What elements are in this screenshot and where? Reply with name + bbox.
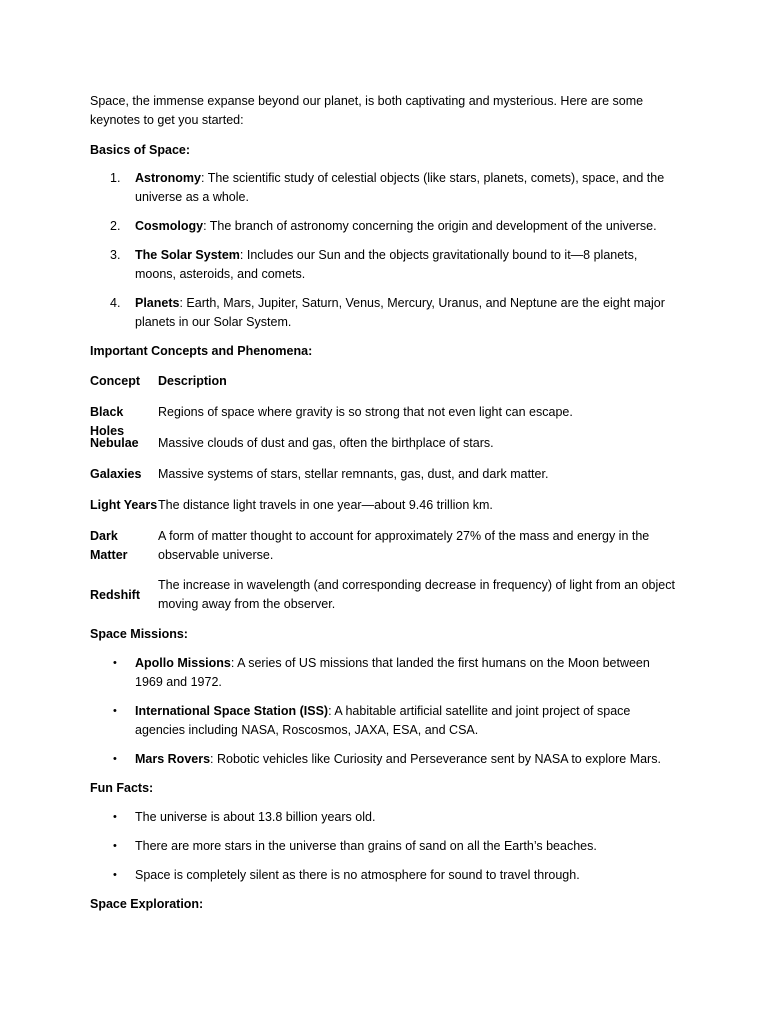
concept-term: Galaxies	[90, 467, 142, 481]
exploration-heading: Space Exploration:	[90, 897, 204, 911]
basics-list-item	[90, 169, 680, 207]
fun-fact-item	[90, 866, 680, 885]
bullet-icon: •	[113, 840, 117, 852]
item-text: : Robotic vehicles like Curiosity and Perseverance sent by NASA to explore Mars.	[210, 752, 661, 766]
bullet-icon: •	[113, 753, 117, 765]
concept-term: Dark Matter	[90, 529, 128, 562]
bullet-icon: •	[113, 811, 117, 823]
bullet-icon: •	[113, 657, 117, 669]
concept-term: Light Years	[90, 498, 158, 512]
list-number: 3.	[110, 248, 121, 262]
basics-heading: Basics of Space:	[90, 143, 191, 157]
item-term: Planets	[135, 296, 180, 310]
item-text: : Earth, Mars, Jupiter, Saturn, Venus, Mercury, Uranus, and Neptune are the eight major planets in our Solar System.	[135, 296, 665, 329]
concept-description: A form of matter thought to account for approximately 27% of the mass and energy in the observable universe.	[158, 529, 650, 562]
intro-paragraph: Space, the immense expanse beyond our planet, is both captivating and mysterious. Here are some keynotes to get you started:	[90, 94, 644, 127]
item-term: Astronomy	[135, 171, 201, 185]
column-header-concept: Concept	[90, 374, 140, 388]
concepts-heading: Important Concepts and Phenomena:	[90, 344, 313, 358]
fun-fact-item	[90, 837, 680, 856]
concept-term: Black Holes	[90, 405, 125, 438]
bullet-icon: •	[113, 705, 117, 717]
list-number: 1.	[110, 171, 121, 185]
missions-list-item	[90, 750, 680, 769]
missions-list-item	[90, 702, 680, 740]
concept-description: The increase in wavelength (and corresponding decrease in frequency) of light from an object moving away from the observer.	[158, 578, 675, 611]
fun-fact-text: There are more stars in the universe than grains of sand on all the Earth’s beaches.	[135, 839, 597, 853]
missions-heading: Space Missions:	[90, 627, 188, 641]
concept-term: Redshift	[90, 588, 140, 602]
item-term: International Space Station (ISS)	[135, 704, 329, 718]
fun-facts-heading: Fun Facts:	[90, 781, 154, 795]
item-text: : A habitable artificial satellite and joint project of space agencies including NASA, Roscosmos, JAXA, ESA, and CSA.	[135, 704, 631, 737]
concept-description: Massive clouds of dust and gas, often the birthplace of stars.	[158, 436, 494, 450]
missions-list-item	[90, 654, 680, 692]
basics-list-item	[90, 217, 680, 236]
basics-list-item	[90, 246, 680, 284]
basics-list-item	[90, 294, 680, 332]
item-text: : The scientific study of celestial objects (like stars, planets, comets), space, and the universe as a whole.	[135, 171, 665, 204]
item-term: The Solar System	[135, 248, 240, 262]
column-header-description: Description	[158, 374, 227, 388]
item-text: : The branch of astronomy concerning the origin and development of the universe.	[203, 219, 657, 233]
fun-fact-text: The universe is about 13.8 billion years old.	[135, 810, 376, 824]
concept-description: Massive systems of stars, stellar remnants, gas, dust, and dark matter.	[158, 467, 549, 481]
item-term: Mars Rovers	[135, 752, 211, 766]
fun-fact-item	[90, 808, 680, 827]
item-term: Cosmology	[135, 219, 204, 233]
fun-fact-text: Space is completely silent as there is no atmosphere for sound to travel through.	[135, 868, 580, 882]
concept-description: Regions of space where gravity is so strong that not even light can escape.	[158, 405, 573, 419]
item-term: Apollo Missions	[135, 656, 231, 670]
list-number: 2.	[110, 219, 121, 233]
bullet-icon: •	[113, 869, 117, 881]
list-number: 4.	[110, 296, 121, 310]
concept-description: The distance light travels in one year—about 9.46 trillion km.	[158, 498, 493, 512]
item-text: : Includes our Sun and the objects gravitationally bound to it—8 planets, moons, asteroids, and comets.	[135, 248, 638, 281]
concept-term: Nebulae	[90, 436, 139, 450]
item-text: : A series of US missions that landed the first humans on the Moon between 1969 and 1972.	[135, 656, 650, 689]
